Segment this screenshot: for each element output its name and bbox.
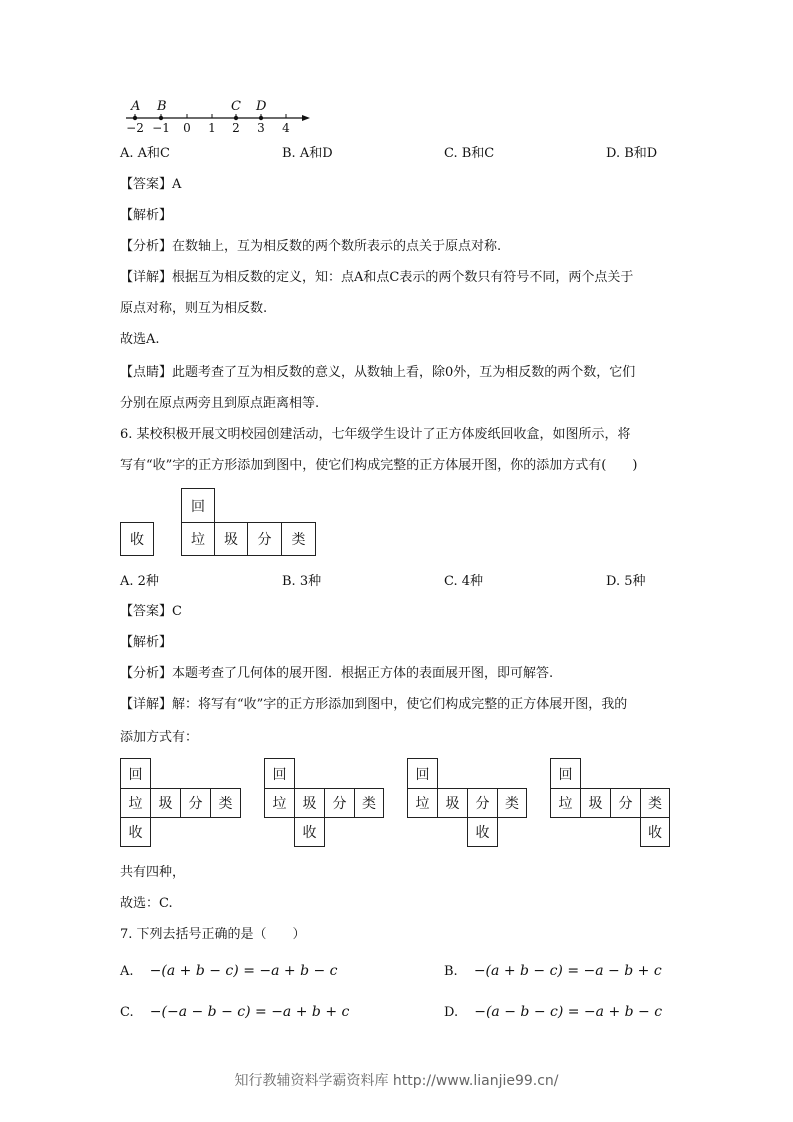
q7-option-a [120,962,338,981]
q5-dianjing-line-1: 【点睛】此题考查了互为相反数的意义，从数轴上看，除0外，互为相反数的两个数，它们 [120,365,636,380]
point-label-b: B [157,99,167,114]
q7-option-d [444,1003,662,1022]
q6-detail-line-1: 【详解】解：将写有“收”字的正方形添加到图中，使它们构成完整的正方体展开图，我的 [120,697,628,712]
point-b-dot [159,116,163,120]
net-cell: 类 [281,522,316,556]
q7-option-b [444,962,662,981]
q6-jiexi: 【解析】 [120,635,173,650]
tick-label: 1 [208,121,216,135]
q7-option-a-expr: −(a + b − c) = −a + b − c [149,963,338,979]
q7-option-a-label: A. [120,964,134,979]
net-cell: 垃 [120,788,151,818]
footer-watermark: 知行教辅资料学霸资料库 http://www.lianjie99.cn/ [234,1073,559,1089]
q7-stem: 7. 下列去括号正确的是（ ） [120,927,306,942]
net-cell-top: 回 [550,758,581,789]
q6-stem-line-1: 6. 某校积极开展文明校园创建活动，七年级学生设计了正方体废纸回收盒，如图所示，将 [120,427,631,442]
net-cell: 圾 [294,788,325,818]
q6-option-c: C. 4种 [444,574,484,589]
q6-choose: 故选：C. [120,896,173,911]
tick-label: 3 [257,121,265,135]
net-cell: 类 [210,788,241,818]
q6-detail-line-2: 添加方式有： [120,730,199,745]
q5-dianjing-line-2: 分别在原点两旁且到原点距离相等. [120,396,320,411]
point-a-dot [133,116,137,120]
q7-option-b-label: B. [444,964,458,979]
net-cell-shou: 收 [120,817,151,847]
net-cell: 分 [467,788,498,818]
shou-square: 收 [120,522,154,556]
net-cell-top: 回 [264,758,295,789]
q6-conclusion: 共有四种， [120,865,186,880]
net-cell: 分 [324,788,355,818]
q7-option-d-expr: −(a − b − c) = −a + b − c [474,1004,663,1020]
point-c-dot [234,116,238,120]
q5-option-c: C. B和C [444,146,495,161]
tick-label: −1 [152,121,170,135]
net-cell: 分 [180,788,211,818]
q6-option-a: A. 2种 [120,574,159,589]
net-cell: 类 [354,788,384,818]
q6-stem-line-2: 写有“收”字的正方形添加到图中，使它们构成完整的正方体展开图，你的添加方式有( ) [120,458,638,473]
q5-choose: 故选A. [120,332,160,347]
q5-option-a: A. A和C [120,146,170,161]
point-label-a: A [131,99,141,114]
point-label-c: C [231,99,241,114]
net-cell: 圾 [150,788,181,818]
tick-label: 0 [183,121,191,135]
q7-option-c-label: C. [120,1005,134,1020]
number-line [118,96,318,136]
net-cell-shou: 收 [467,817,498,847]
net-cell: 垃 [550,788,581,818]
tick-label: 2 [232,121,240,135]
net-cell: 垃 [407,788,438,818]
net-cell: 垃 [264,788,295,818]
q5-jiexi: 【解析】 [120,208,173,223]
net-cell-top: 回 [407,758,438,789]
net-cell: 圾 [437,788,468,818]
point-label-d: D [256,99,267,114]
q5-option-b: B. A和D [282,146,333,161]
net-cell: 分 [610,788,641,818]
q7-option-d-label: D. [444,1005,459,1020]
q7-option-c-expr: −(−a − b − c) = −a + b + c [149,1004,350,1020]
net-cell: 圾 [580,788,611,818]
net-cell-top: 回 [181,488,215,523]
q5-fenxi: 【分析】在数轴上，互为相反数的两个数所表示的点关于原点对称. [120,239,502,254]
net-cell-shou: 收 [640,817,670,847]
point-d-dot [259,116,263,120]
q5-detail-line-1: 【详解】根据互为相反数的定义，知：点A和点C表示的两个数只有符号不同，两个点关于 [120,270,634,285]
q5-answer: 【答案】A [120,177,182,192]
tick-label: 4 [282,121,290,135]
net-cell: 类 [497,788,527,818]
q7-option-b-expr: −(a + b − c) = −a − b + c [473,963,662,979]
q6-option-d: D. 5种 [606,574,646,589]
net-cell-top: 回 [120,758,151,789]
net-cell: 类 [640,788,670,818]
net-cell: 圾 [214,522,248,556]
net-cell: 分 [247,522,282,556]
net-cell-shou: 收 [294,817,325,847]
q5-option-d: D. B和D [606,146,658,161]
q6-fenxi: 【分析】本题考查了几何体的展开图．根据正方体的表面展开图，即可解答. [120,666,554,681]
q7-option-c [120,1003,349,1022]
q5-detail-line-2: 原点对称，则互为相反数. [120,301,268,316]
q6-option-b: B. 3种 [282,574,322,589]
tick-label: −2 [126,121,144,135]
q6-answer: 【答案】C [120,604,182,619]
net-cell: 垃 [181,522,215,556]
